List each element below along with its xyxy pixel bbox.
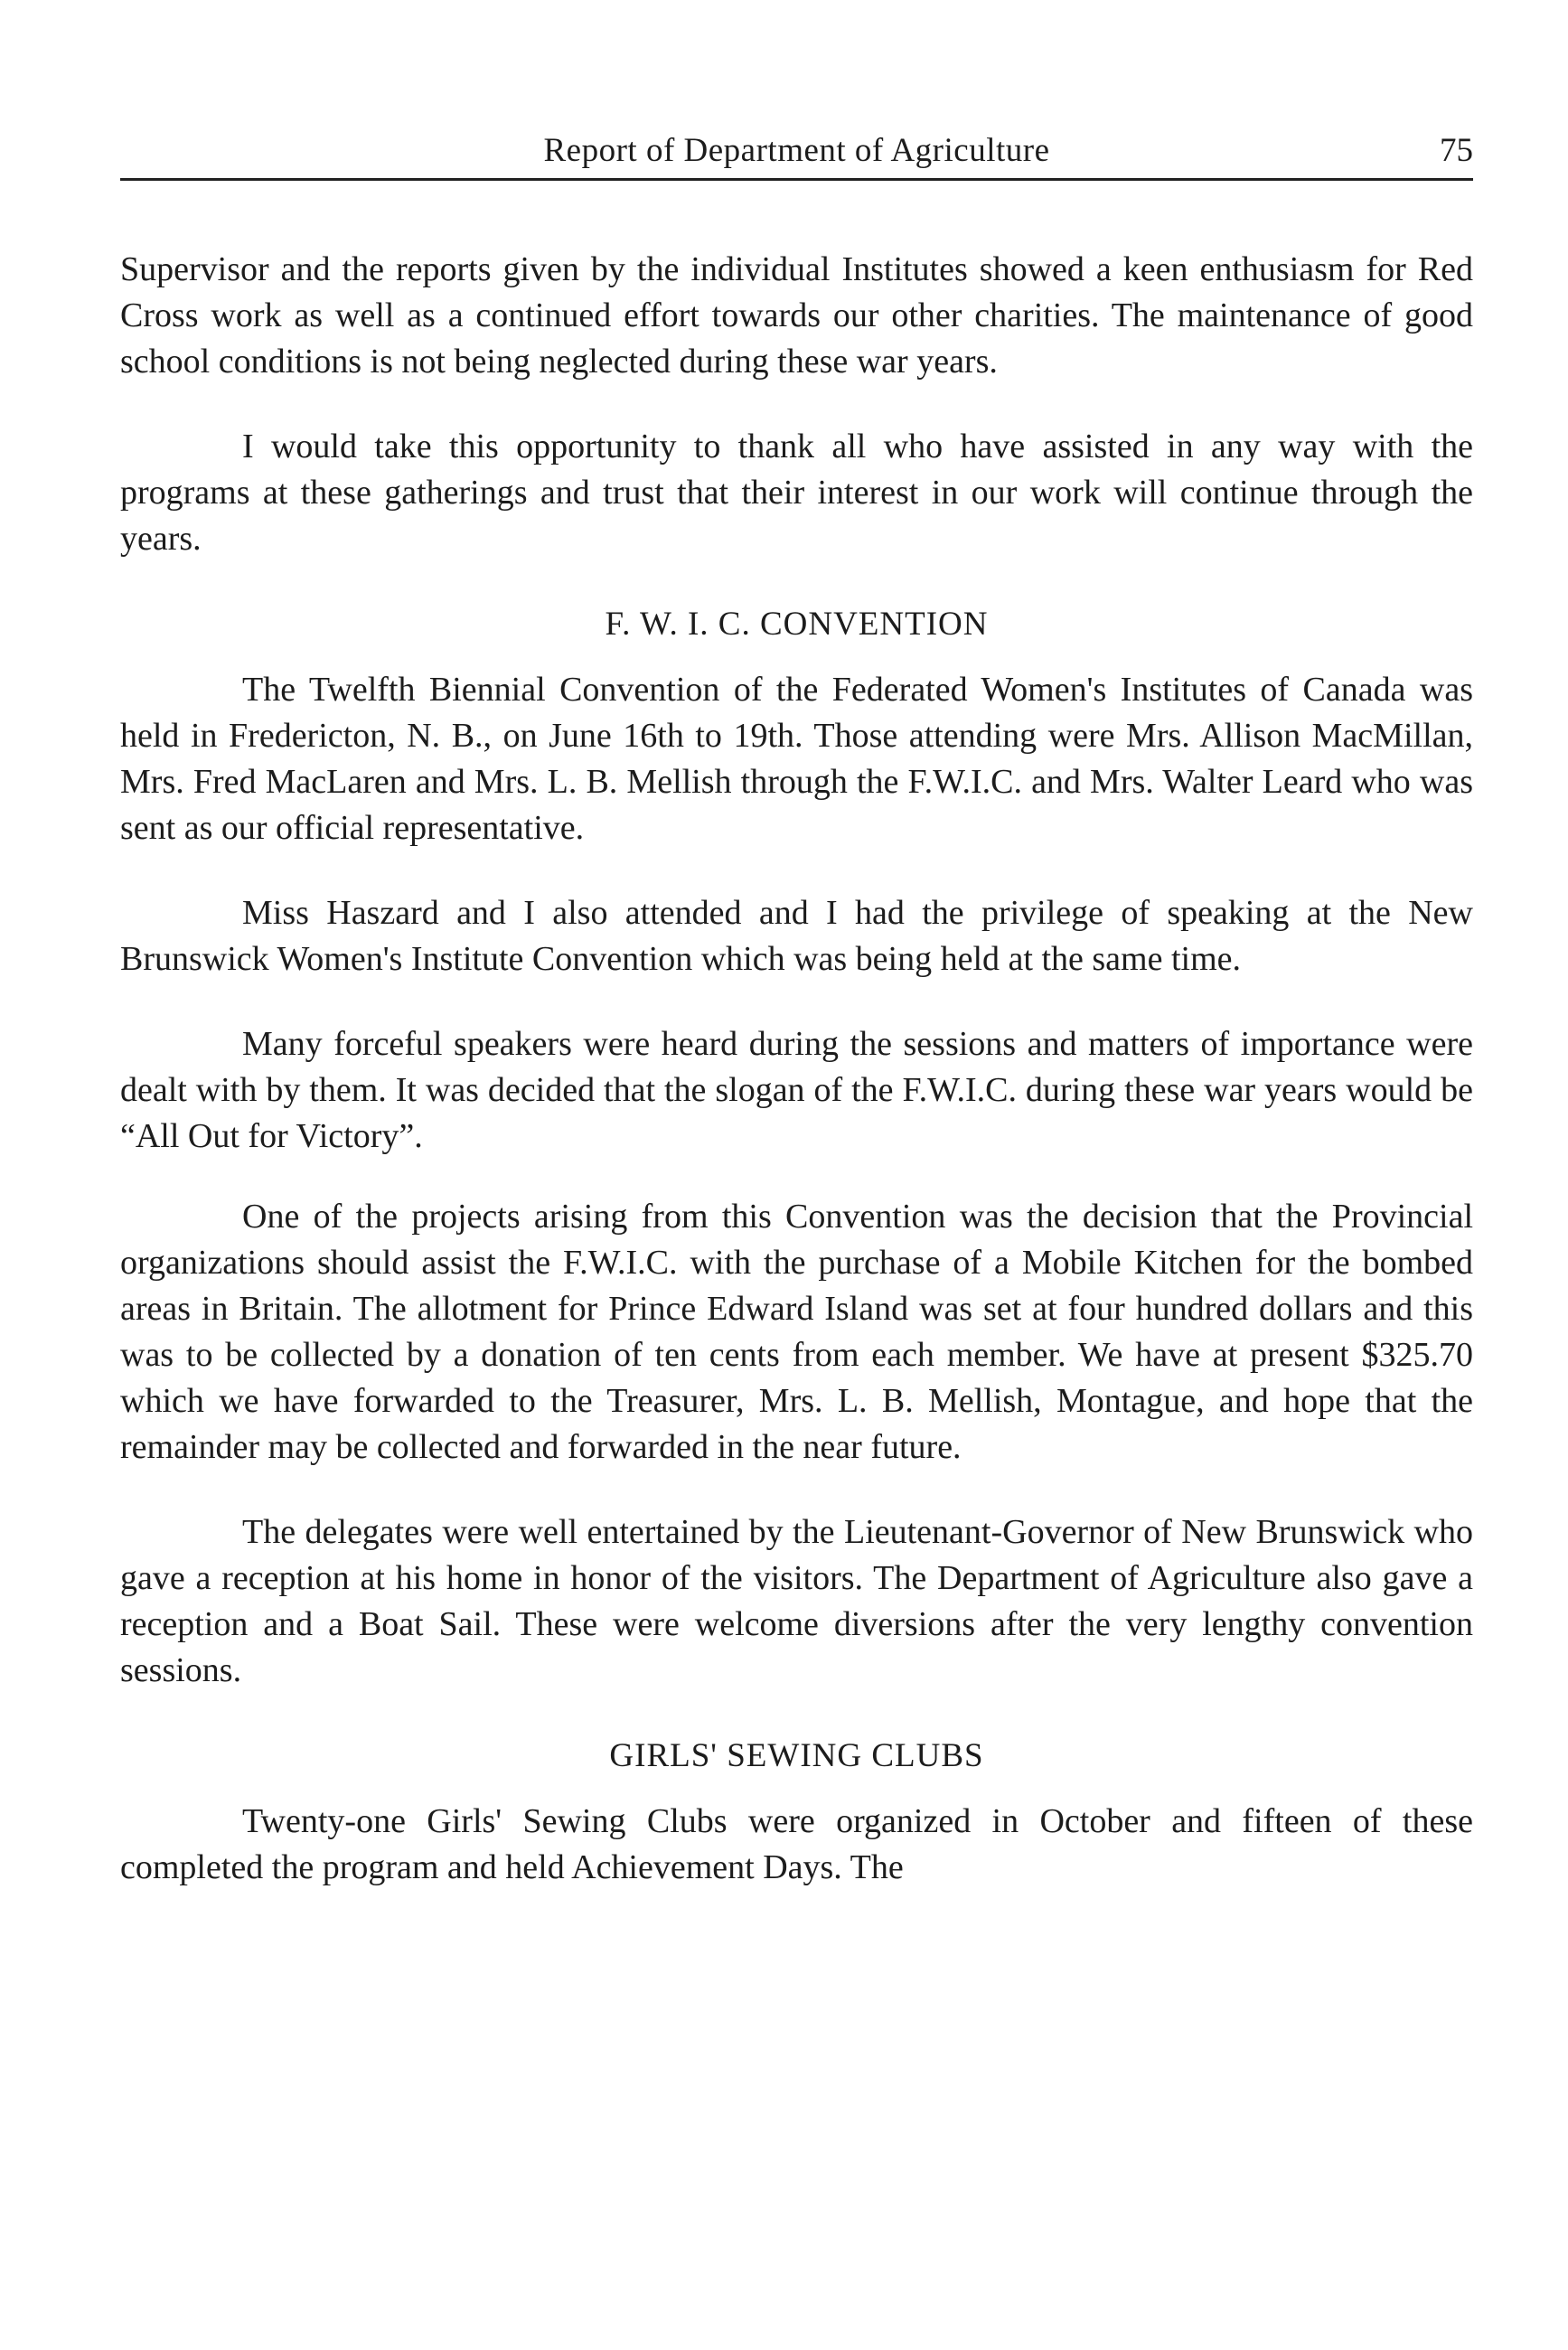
paragraph-red-cross: Supervisor and the reports given by the individual Institutes showed a keen enthusiasm for Red Cross work as well as a continued effort towards our other charities. The maintenance of good school conditions is not being neglected during these war years. bbox=[120, 250, 1473, 381]
paragraph-biennial-convention: The Twelfth Biennial Convention of the Federated Women's Institutes of Canada was held in Fredericton, N. B., on June 16th to 19th. Those attending were Mrs. Allison MacMillan, Mrs. Fred MacLaren and Mrs. L. B. Mellish through the F.W.I.C. and Mrs. Walter Leard who was sent as our official representative. bbox=[120, 671, 1473, 847]
paragraph-thanks: I would take this opportunity to thank all who have assisted in any way with the programs at these gatherings and trust that their interest in our work will continue through the years. bbox=[120, 428, 1473, 558]
section-heading-girls-sewing-clubs: GIRLS' SEWING CLUBS bbox=[609, 1737, 984, 1774]
document-page bbox=[120, 0, 1473, 2350]
running-header bbox=[120, 131, 1473, 181]
paragraph-new-brunswick: Miss Haszard and I also attended and I had the privilege of speaking at the New Brunswick Women's Institute Convention which was being held at the same time. bbox=[120, 894, 1473, 978]
paragraph-speakers: Many forceful speakers were heard during the sessions and matters of importance were dealt with by them. It was decided that the slogan of the F.W.I.C. during these war years would be “All Out for Victory”. bbox=[120, 1025, 1473, 1155]
section-heading-fwic-convention: F. W. I. C. CONVENTION bbox=[605, 606, 989, 643]
body-text bbox=[120, 247, 1473, 1891]
paragraph-sewing-clubs: Twenty-one Girls' Sewing Clubs were organized in October and fifteen of these completed the program and held Achievement Days. The bbox=[120, 1802, 1473, 1886]
running-title: Report of Department of Agriculture bbox=[543, 132, 1050, 169]
page-number: 75 bbox=[1440, 132, 1473, 169]
paragraph-mobile-kitchen: One of the projects arising from this Convention was the decision that the Provincial organizations should assist the F.W.I.C. with the purchase of a Mobile Kitchen for the bombed areas in Britain. The allotment for Prince Edward Island was set at four hundred dollars and this was to be collected by a donation of ten cents from each member. We have at present $325.70 which we have forwarded to the Treasurer, Mrs. L. B. Mellish, Montague, and hope that the remainder may be collected and forwarded in the near future. bbox=[120, 1198, 1473, 1466]
paragraph-delegates: The delegates were well entertained by the Lieutenant-Governor of New Brunswick who gave a reception at his home in honor of the visitors. The Department of Agriculture also gave a reception and a Boat Sail. These were welcome diversions after the very lengthy convention sessions. bbox=[120, 1513, 1473, 1689]
